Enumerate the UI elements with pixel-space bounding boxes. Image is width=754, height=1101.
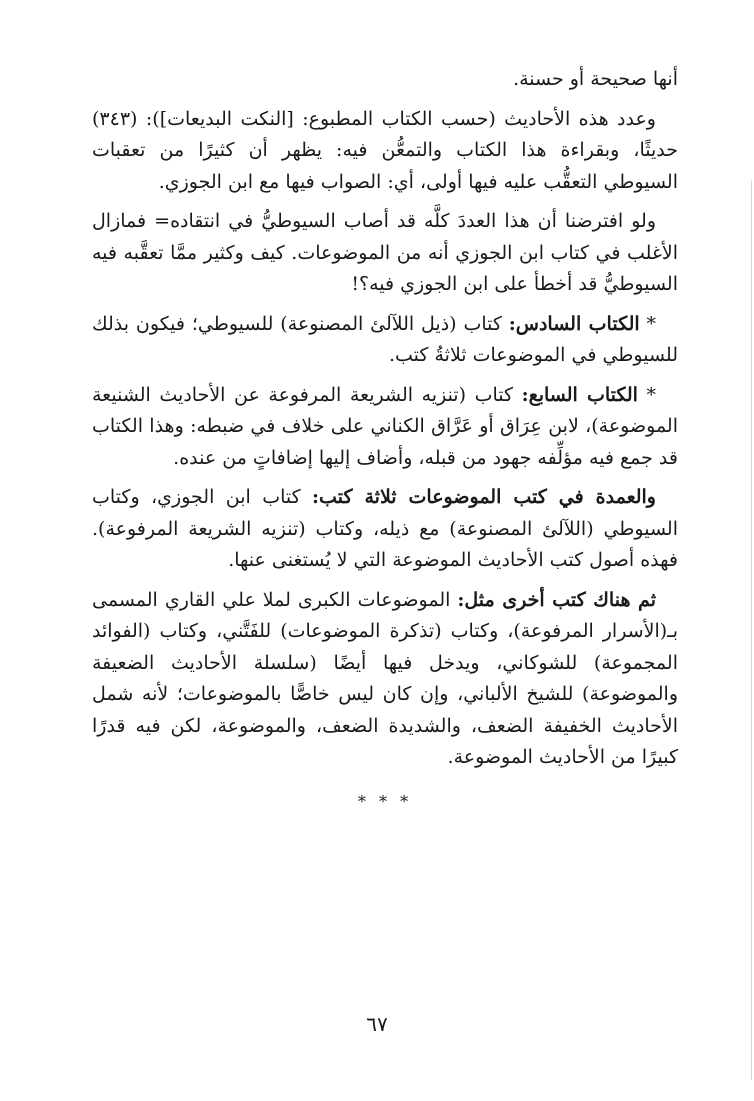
paragraph-4 [92,309,678,372]
paragraph-heading: ثم هناك كتب أخرى مثل: [457,588,656,611]
paragraph-text: كتاب (تنزيه الشريعة المرفوعة عن الأحاديث الشنيعة الموضوعة)، لابن عِرَاق أو عَرَّاق الكناني على خلاف في ضبطه: وهذا الكتاب قد جمع فيه مؤلِّفه جهود من قبله، وأضاف إليها إضافاتٍ من عنده. [92,383,678,469]
paragraph-5 [92,380,678,475]
paragraph-text: الموضوعات الكبرى لملا علي القاري المسمى بـ(الأسرار المرفوعة)، وكتاب (تذكرة الموضوعات) للفَتَّني، وكتاب (الفوائد المجموعة) للشوكاني، ويدخل فيها أيضًا (سلسلة الأحاديث الضعيفة والموضوعة) للشيخ الألباني، وإن كان ليس خاصًّا بالموضوعات؛ لأنه شمل الأحاديث الخفيفة الضعف، والشديدة الضعف، والموضوعة، لكن فيه قدرًا كبيرًا من الأحاديث الموضوعة. [92,588,678,768]
paragraph-6 [92,482,678,577]
page-body [92,64,678,817]
paragraph-heading: الكتاب السابع: [521,383,638,406]
paragraph-1 [92,64,678,96]
paragraph-3 [92,206,678,301]
page-number: ٦٧ [366,1012,388,1036]
paragraph-2 [92,104,678,199]
paragraph-text: كتاب ابن الجوزي، وكتاب السيوطي (اللآلئ المصنوعة) مع ذيله، وكتاب (تنزيه الشريعة المرفوعة). فهذه أصول كتب الأحاديث الموضوعة التي لا يُستغنى عنها. [92,486,678,571]
paragraph-text: أنها صحيحة أو حسنة. [513,68,678,90]
paragraph-7 [92,585,678,774]
paragraph-text: ولو افترضنا أن هذا العددَ كلَّه قد أصاب السيوطيُّ في انتقاده= فمازال الأغلب في كتاب ابن الجوزي أنه من الموضوعات. كيف وكثير ممَّا تعقَّبه فيه السيوطيُّ قد أخطأ على ابن الجوزي فيه؟! [92,210,678,295]
asterisk-marker: * [637,383,657,406]
section-separator: * * * [357,791,413,811]
asterisk-marker: * [639,312,657,335]
paragraph-text: وعدد هذه الأحاديث (حسب الكتاب المطبوع: [النكت البديعات]): (٣٤٣) حديثًا، وبقراءة هذا الكتاب والتمعُّن فيه: يظهر أن كثيرًا من تعقبات السيوطي التعقُّب عليه فيها أولى، أي: الصواب فيها مع ابن الجوزي. [92,107,678,193]
paragraph-heading: والعمدة في كتب الموضوعات ثلاثة كتب: [312,486,656,508]
paragraph-text: كتاب (ذيل اللآلئ المصنوعة) للسيوطي؛ فيكون بذلك للسيوطي في الموضوعات ثلاثةُ كتب. [92,312,678,366]
paragraph-heading: الكتاب السادس: [508,312,640,335]
page-edge-line [751,180,752,1080]
